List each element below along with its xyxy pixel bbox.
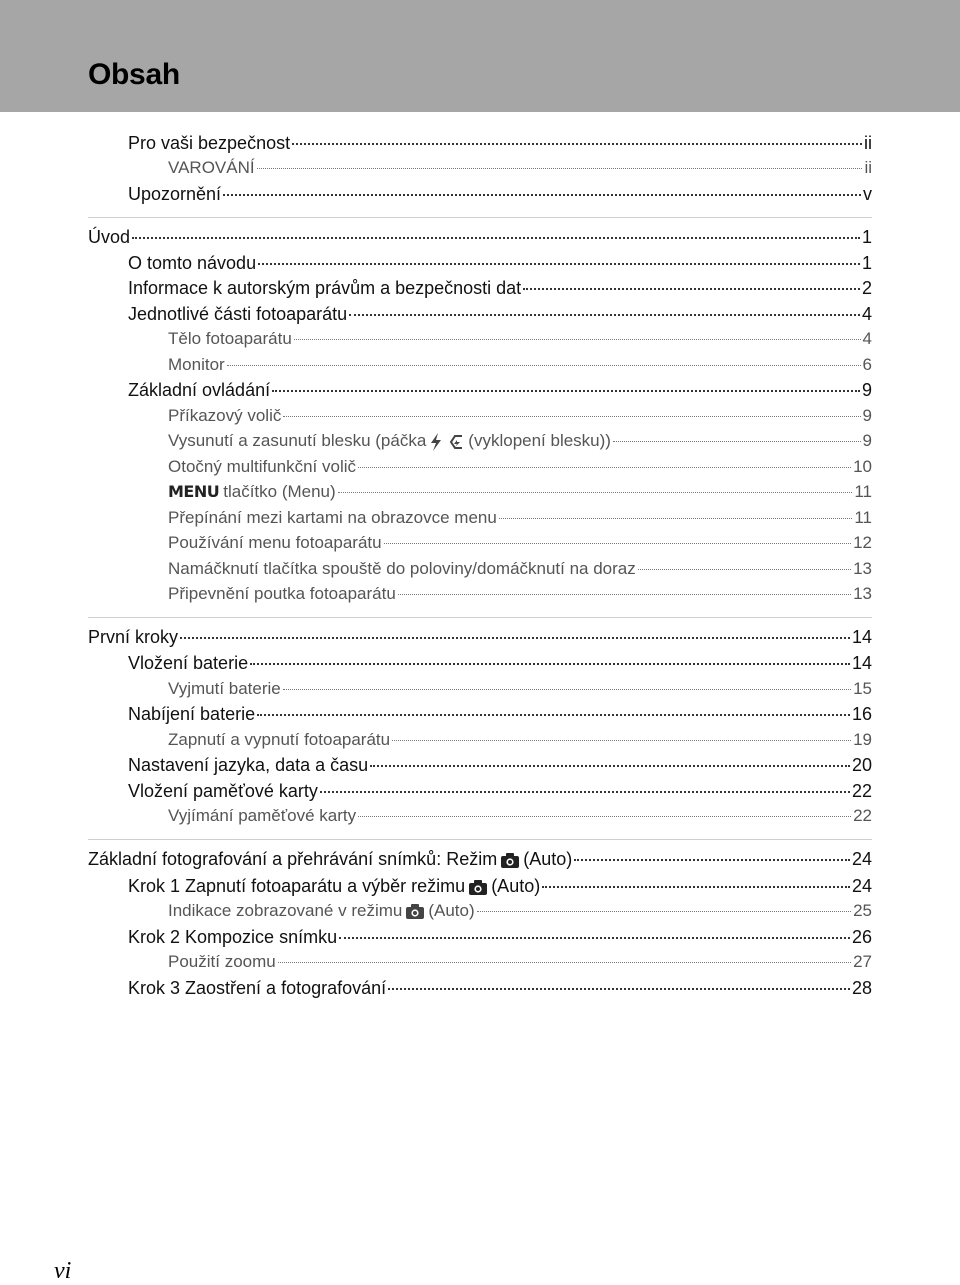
toc-entry[interactable]: Zapnutí a vypnutí fotoaparátu 19 — [168, 730, 872, 749]
section-divider — [88, 217, 872, 218]
auto-mode-camera-icon — [468, 879, 488, 896]
toc-entry[interactable]: Upozornění v — [128, 184, 872, 204]
menu-button-icon: MENU — [168, 482, 220, 501]
toc-chapter[interactable]: První kroky 14 — [88, 627, 872, 647]
toc-entry[interactable]: Namáčknutí tlačítka spouště do poloviny/domáčknutí na doraz 13 — [168, 559, 872, 578]
auto-mode-camera-icon — [500, 852, 520, 869]
toc-entry[interactable]: Příkazový volič 9 — [168, 406, 872, 425]
section-divider — [88, 617, 872, 618]
toc-entry[interactable]: VAROVÁNÍ ii — [168, 158, 872, 177]
header-bar — [0, 0, 960, 112]
toc-entry[interactable]: Vysunutí a zasunutí blesku (páčka (vyklopení blesku)) 9 — [168, 431, 872, 450]
toc-entry[interactable]: Informace k autorským právům a bezpečnosti dat 2 — [128, 278, 872, 298]
toc-entry[interactable]: Přepínání mezi kartami na obrazovce menu 11 — [168, 508, 872, 527]
toc-entry[interactable]: Monitor 6 — [168, 355, 872, 374]
flash-tilt-icon — [449, 433, 465, 451]
toc-entry[interactable]: Používání menu fotoaparátu 12 — [168, 533, 872, 552]
toc-entry[interactable]: Základní ovládání 9 — [128, 380, 872, 400]
toc-entry[interactable]: Vložení baterie 14 — [128, 653, 872, 673]
toc-entry[interactable]: MENU tlačítko (Menu) 11 — [168, 482, 872, 501]
toc-entry[interactable]: Vložení paměťové karty 22 — [128, 781, 872, 801]
toc-entry[interactable]: Vyjímání paměťové karty 22 — [168, 806, 872, 825]
toc-entry[interactable]: Krok 2 Kompozice snímku 26 — [128, 927, 872, 947]
toc-entry[interactable]: Nastavení jazyka, data a času 20 — [128, 755, 872, 775]
toc-entry[interactable]: Krok 3 Zaostření a fotografování 28 — [128, 978, 872, 998]
toc-entry[interactable]: Nabíjení baterie 16 — [128, 704, 872, 724]
toc-entry[interactable]: O tomto návodu 1 — [128, 253, 872, 273]
toc-entry[interactable]: Použití zoomu 27 — [168, 952, 872, 971]
toc-entry[interactable]: Indikace zobrazované v režimu (Auto) 25 — [168, 901, 872, 920]
flash-icon — [429, 433, 443, 451]
toc-chapter[interactable]: Základní fotografování a přehrávání snímků: Režim (Auto) 24 — [88, 849, 872, 869]
toc-entry[interactable]: Krok 1 Zapnutí fotoaparátu a výběr režimu (Auto) 24 — [128, 876, 872, 896]
toc-entry[interactable]: Připevnění poutka fotoaparátu 13 — [168, 584, 872, 603]
toc-entry[interactable]: Otočný multifunkční volič 10 — [168, 457, 872, 476]
section-divider — [88, 839, 872, 840]
toc-entry[interactable]: Pro vaši bezpečnost ii — [128, 133, 872, 153]
toc-chapter[interactable]: Úvod 1 — [88, 227, 872, 247]
auto-mode-camera-icon — [405, 903, 425, 920]
toc-entry[interactable]: Vyjmutí baterie 15 — [168, 679, 872, 698]
page-title: Obsah — [88, 58, 180, 91]
page-number: vi — [54, 1258, 72, 1284]
toc-entry[interactable]: Tělo fotoaparátu 4 — [168, 329, 872, 348]
toc-entry[interactable]: Jednotlivé části fotoaparátu 4 — [128, 304, 872, 324]
